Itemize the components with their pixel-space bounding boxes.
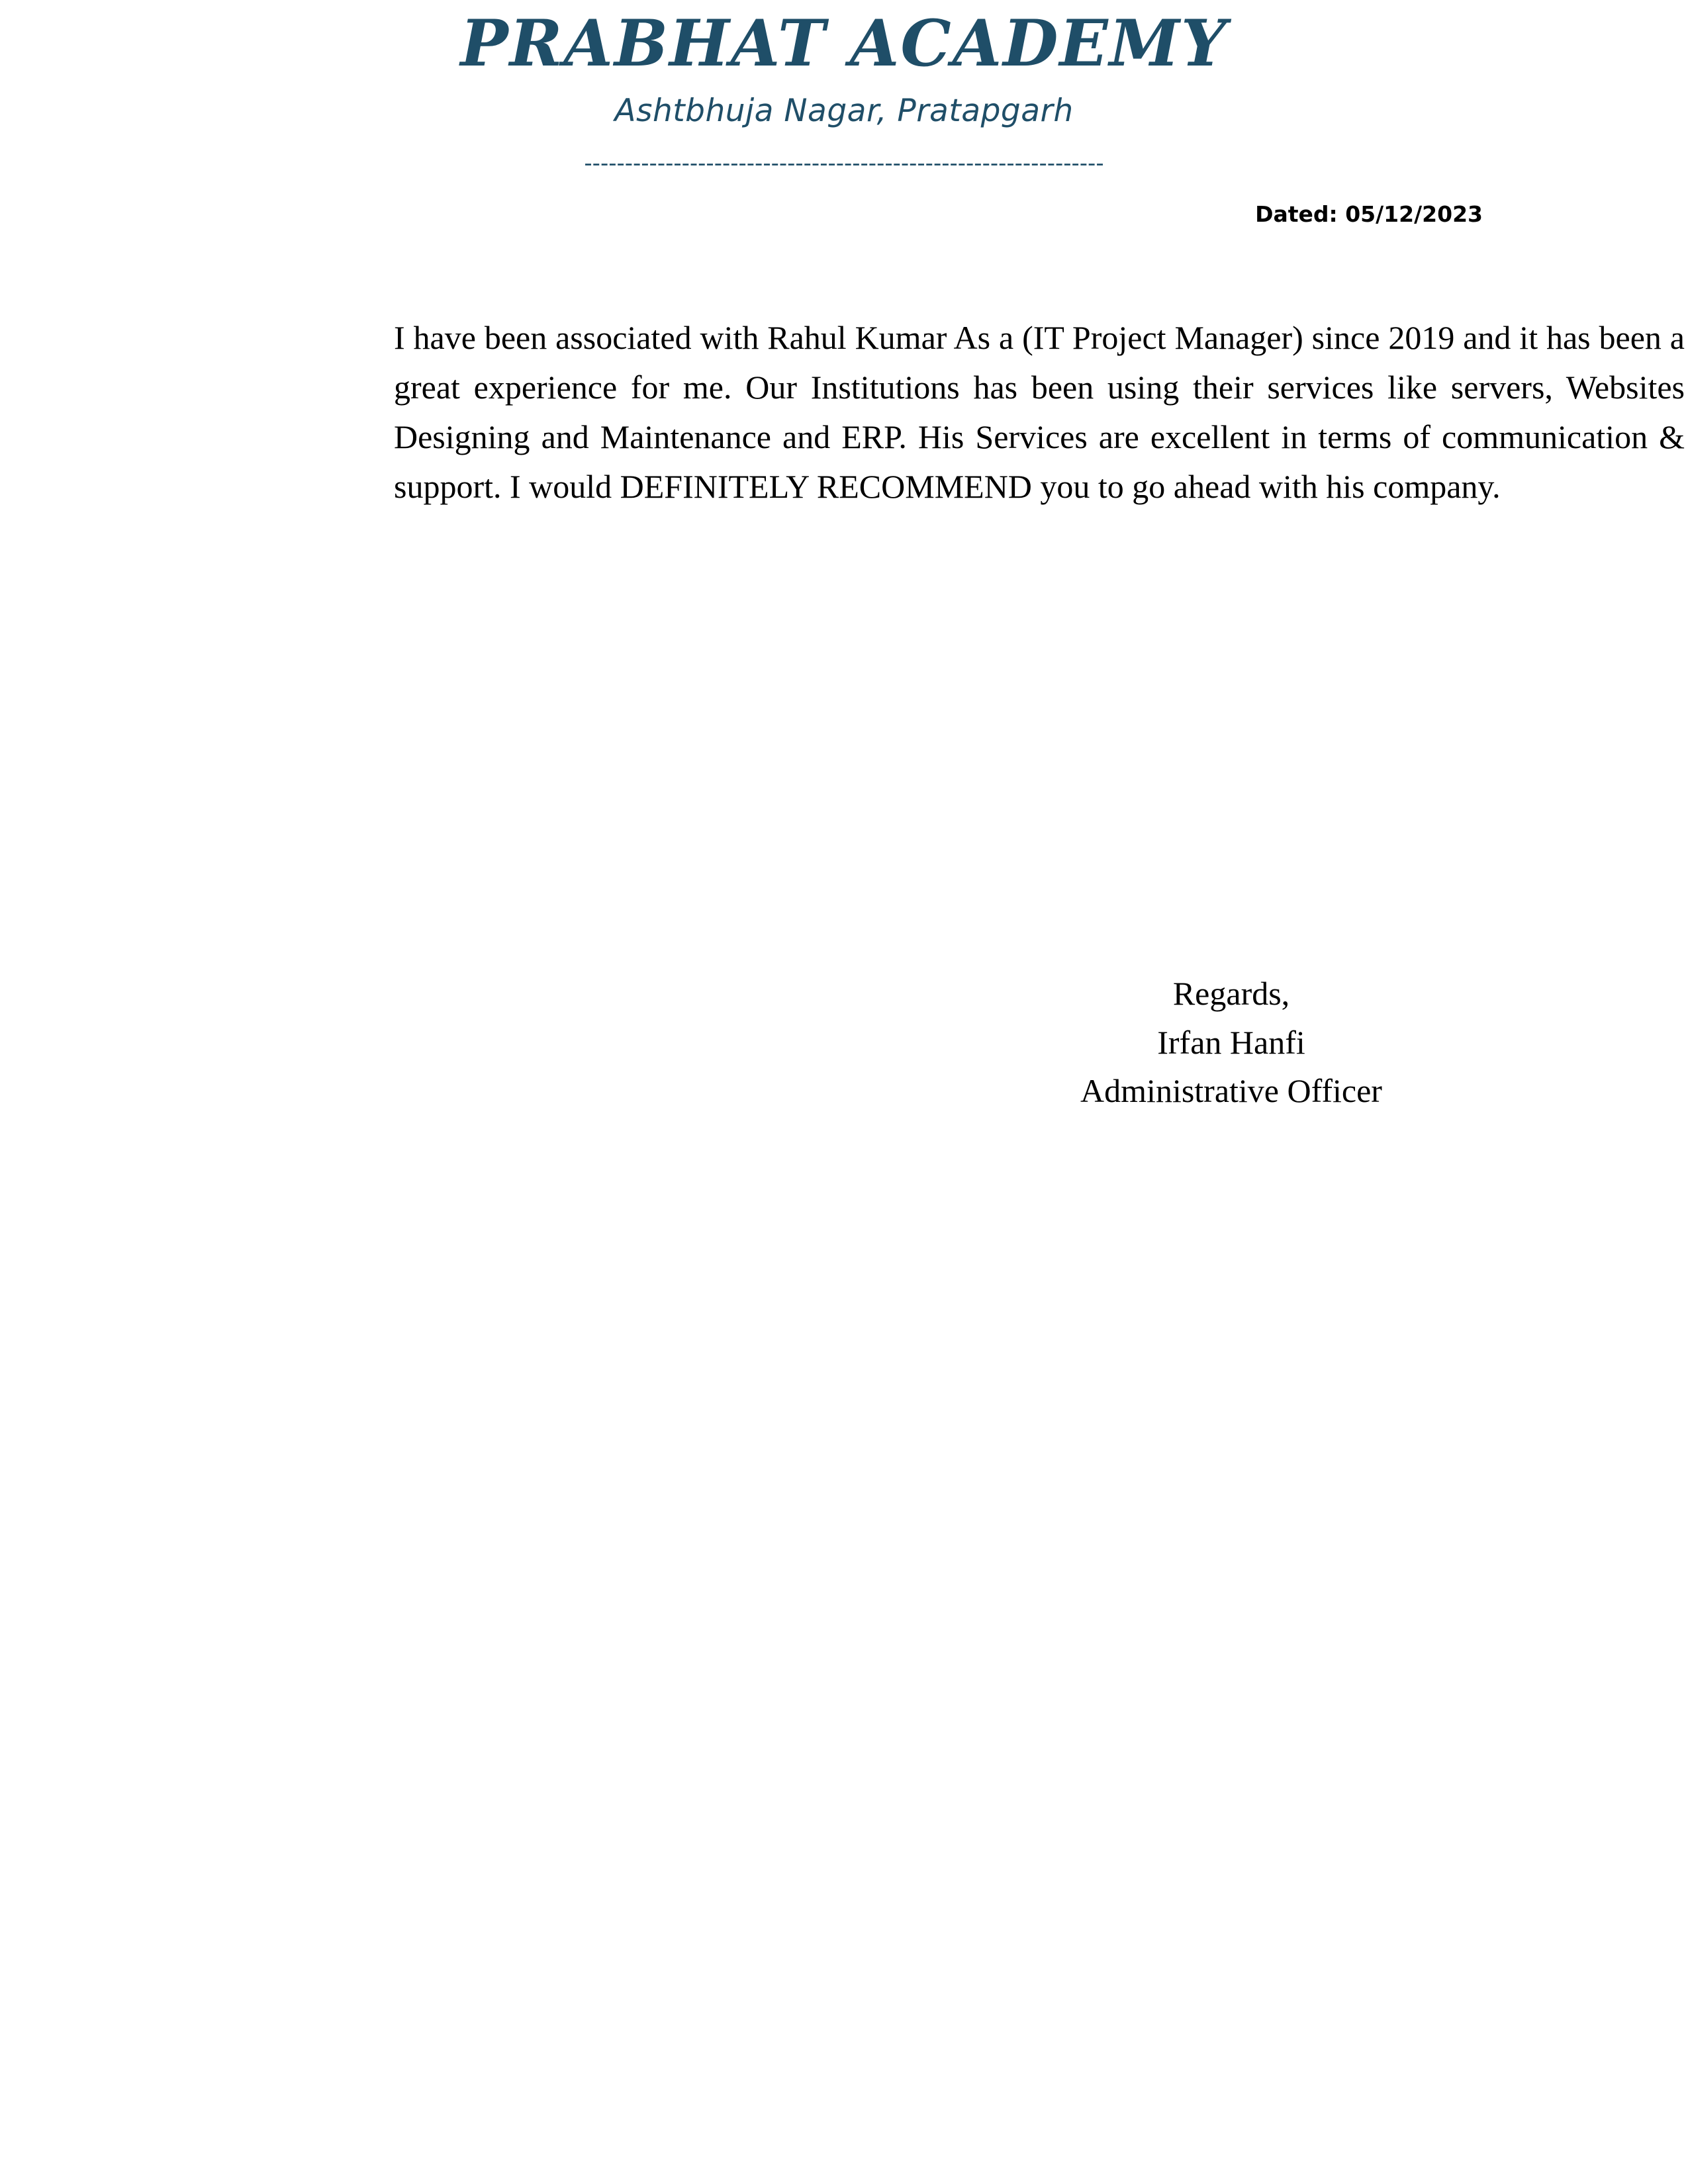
header-divider: ---------------------------------------------------------------- [584,152,1104,175]
letter-date: Dated: 05/12/2023 [1255,201,1483,228]
testimonial-paragraph: I have been associated with Rahul Kumar As a (IT Project Manager) since 2019 and it has been a great experience for me. Our Institutions has been using their services like servers, Websites Designing and Maintenance and ERP. His Services are excellent in terms of communication & support. I would DEFINITELY RECOMMEND you to go ahead with his company. [394,319,1685,506]
letter-body [199,313,1685,512]
letterhead [0,0,1688,175]
signature-block [1019,970,1443,1116]
organization-address: Ashtbhuja Nagar, Pratapgarh [614,93,1074,129]
organization-name: PRABHAT ACADEMY [460,6,1228,81]
signature-name: Irfan Hanfi [1157,1023,1305,1061]
signature-designation: Administrative Officer [1080,1072,1382,1109]
signature-closing: Regards, [1172,975,1290,1012]
